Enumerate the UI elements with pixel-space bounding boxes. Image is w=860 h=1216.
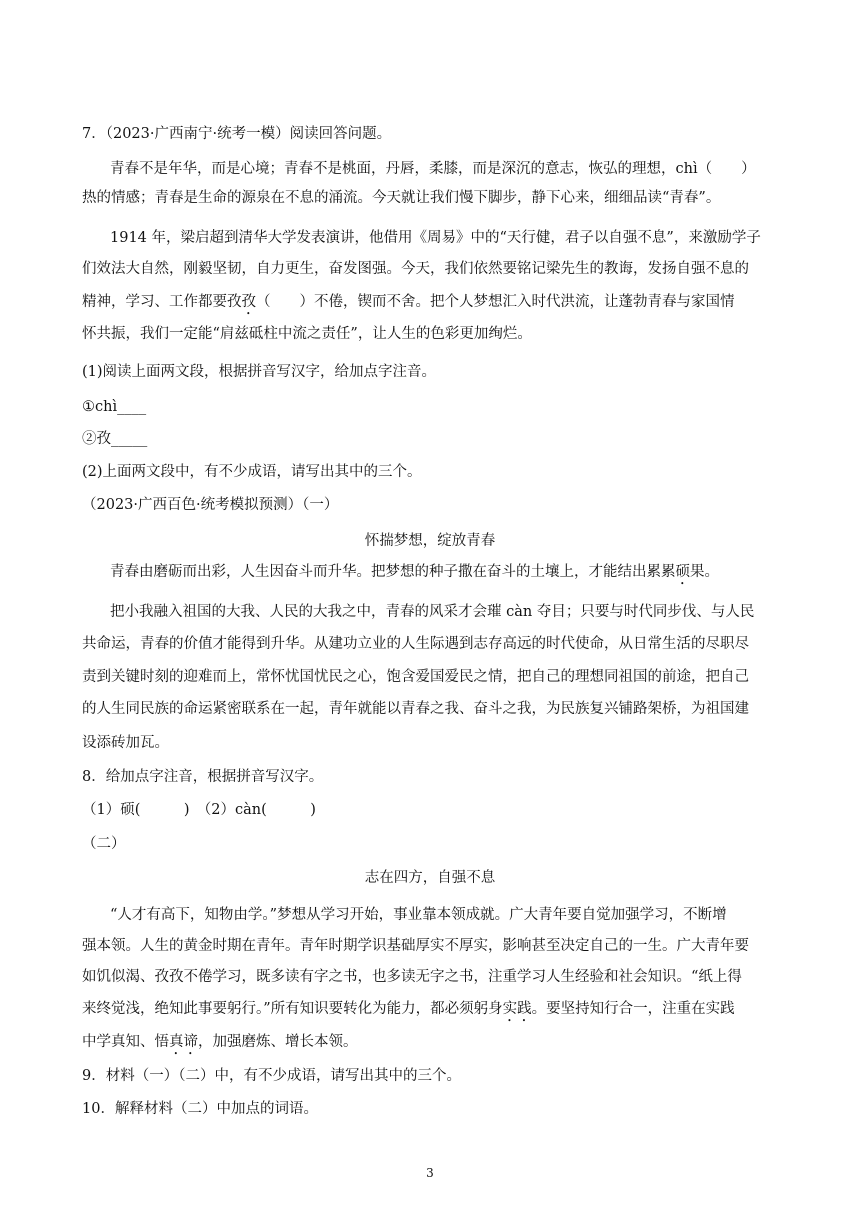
- section-1-paragraph-2-line-5: 设添砖加瓦。: [82, 735, 169, 751]
- q7-paragraph-1-line-2: 热的情感；青春是生命的源泉在不息的涌流。今天就让我们慢下脚步，静下心来，细细品读“青春”。: [82, 190, 721, 206]
- section-2-line-3: 如饥似渴、孜孜不倦学习，既多读有字之书，也多读无字之书，注重学习人生经验和社会知识。“纸上得: [82, 969, 742, 985]
- section-1-paragraph-2-line-2: 共命运，青春的价值才能得到升华。从建功立业的人生际遇到志存高远的时代使命，从日常生活的尽职尽: [82, 636, 749, 652]
- section-2-label: （二）: [82, 836, 126, 852]
- q7-sub-question-1: (1)阅读上面两文段，根据拼音写汉字，给加点字注音。: [82, 364, 437, 380]
- section-1-paragraph-2-line-1: 把小我融入祖国的大我、人民的大我之中，青春的风采才会璀 càn 夺目；只要与时代同步伐、与人民: [110, 604, 755, 620]
- q10-header: 10．解释材料（二）中加点的词语。: [82, 1101, 318, 1117]
- emphasized-word: 实践: [502, 1001, 532, 1017]
- q7-paragraph-2-line-4: 怀共振，我们一定能“肩兹砥柱中流之责任”，让人生的色彩更加绚烂。: [82, 326, 532, 342]
- section-2-line-1: “人才有高下，知物由学。”梦想从学习开始，事业靠本领成就。广大青年要自觉加强学习，不断增: [110, 907, 727, 923]
- q9-header: 9．材料（一）（二）中，有不少成语，请写出其中的三个。: [82, 1068, 461, 1084]
- page-number: 3: [426, 1166, 434, 1180]
- section-1-paragraph-2-line-4: 的人生同民族的命运紧密联系在一起，青年就能以青春之我、奋斗之我，为民族复兴铺路架桥，为祖国建: [82, 701, 749, 717]
- emphasized-char: 孜: [241, 294, 256, 310]
- emphasized-char: 硕: [675, 564, 690, 580]
- q7-header: 7．（2023·广西南宁·统考一模）阅读回答问题。: [82, 126, 392, 142]
- section-1-source: （2023·广西百色·统考模拟预测）（一）: [82, 497, 339, 513]
- q7-sub-question-1-a: ①chì____: [82, 399, 147, 415]
- q7-paragraph-2-line-3: 精神，学习、工作都要孜孜（ ）不倦，锲而不舍。把个人梦想汇入时代洪流，让蓬勃青春与家国情: [82, 294, 735, 310]
- section-2-line-2: 强本领。人生的黄金时期在青年。青年时期学识基础厚实不厚实，影响甚至决定自己的一生。广大青年要: [82, 938, 749, 954]
- emphasized-word: 真谛: [169, 1034, 198, 1050]
- q7-sub-question-2: (2)上面两文段中，有不少成语，请写出其中的三个。: [82, 464, 422, 480]
- section-1-title: 怀揣梦想，绽放青春: [364, 533, 496, 549]
- section-2-line-5: 中学真知、悟真谛，加强磨炼、增长本领。: [82, 1034, 358, 1050]
- q7-sub-question-1-b: ②孜_____: [82, 431, 148, 447]
- section-1-paragraph-1: 青春由磨砺而出彩，人生因奋斗而升华。把梦想的种子撒在奋斗的土壤上，才能结出累累硕果。: [110, 564, 719, 580]
- section-1-paragraph-2-line-3: 责到关键时刻的迎难而上，常怀忧国忧民之心，饱含爱国爱民之情，把自己的理想同祖国的前途，把自己: [82, 669, 749, 685]
- section-2-line-4: 来终觉浅，绝知此事要躬行。”所有知识要转化为能力，都必须躬身实践。要坚持知行合一，注重在实践: [82, 1001, 735, 1017]
- q7-paragraph-2-line-1: 1914 年，梁启超到清华大学发表演讲，他借用《周易》中的“天行健，君子以自强不息”，来激励学子: [110, 230, 761, 246]
- q8-line: （1）硕( ) （2）càn( ): [82, 802, 316, 818]
- q8-header: 8．给加点字注音，根据拼音写汉字。: [82, 769, 324, 785]
- q7-paragraph-1-line-1: 青春不是年华，而是心境；青春不是桃面，丹唇，柔膝，而是深沉的意志，恢弘的理想，chì（ ）: [110, 161, 756, 177]
- section-2-title: 志在四方，自强不息: [364, 870, 496, 886]
- q7-paragraph-2-line-2: 们效法大自然，刚毅坚韧，自力更生，奋发图强。今天，我们依然要铭记梁先生的教诲，发扬自强不息的: [82, 261, 749, 277]
